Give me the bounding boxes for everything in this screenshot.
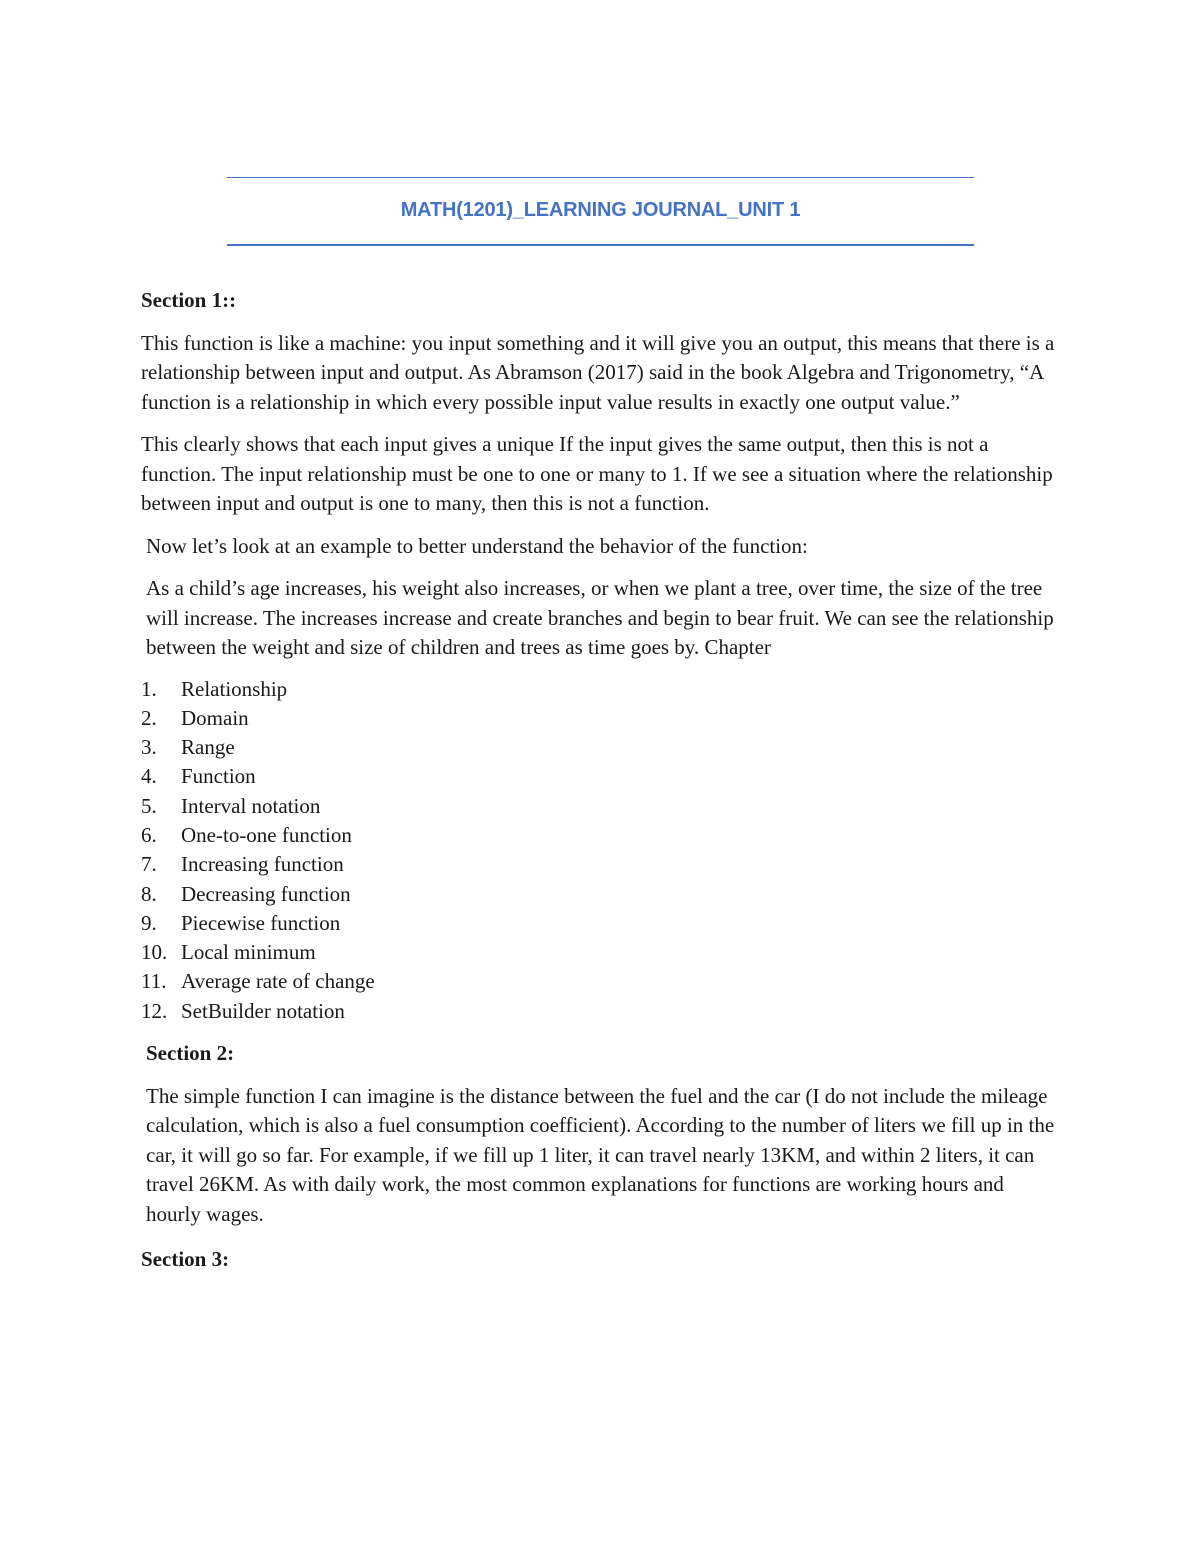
list-item-text: Increasing function xyxy=(181,852,344,877)
list-item-number: 11. xyxy=(141,969,167,994)
list-item xyxy=(141,880,1061,909)
document-title: MATH(1201)_LEARNING JOURNAL_UNIT 1 xyxy=(400,199,801,221)
section-2-heading: Section 2: xyxy=(146,1041,235,1066)
section-1-paragraph-1: This function is like a machine: you input something and it will give you an output, this means that there is a relationship between input and output. As Abramson (2017) said in the book Algebra and Trigonometry, “A function is a relationship in which every possible input value results in exactly one output value.” xyxy=(141,330,1055,414)
list-item xyxy=(141,675,1061,704)
section-1-paragraph-4: As a child’s age increases, his weight also increases, or when we plant a tree, over time, the size of the tree will increase. The increases increase and create branches and begin to bear fruit. We can see the relationship between the weight and size of children and trees as time goes by. Chapter xyxy=(146,576,1054,659)
list-item-number: 3. xyxy=(141,735,157,760)
list-item-text: Relationship xyxy=(181,676,288,701)
section-1-paragraph-3: Now let’s look at an example to better understand the behavior of the function: xyxy=(146,533,808,558)
list-item-text: Average rate of change xyxy=(181,969,375,994)
list-item-number: 4. xyxy=(141,764,157,789)
list-item-number: 10. xyxy=(141,940,168,965)
section-1-paragraph-2: This clearly shows that each input gives a unique If the input gives the same output, then this is not a function. The input relationship must be one to one or many to 1. If we see a situation where the relationship between input and output is one to many, then this is not a function. xyxy=(141,432,1053,515)
list-item xyxy=(141,762,1061,791)
list-item-text: SetBuilder notation xyxy=(181,998,345,1023)
list-item xyxy=(141,850,1061,879)
list-item-text: Range xyxy=(181,735,235,760)
list-item-number: 12. xyxy=(141,998,168,1023)
section-3-heading: Section 3: xyxy=(141,1247,230,1272)
list-item-text: Decreasing function xyxy=(181,881,351,906)
list-item xyxy=(141,704,1061,733)
list-item-number: 7. xyxy=(141,852,157,877)
list-item xyxy=(141,909,1061,938)
section-1-heading: Section 1:: xyxy=(141,288,237,312)
list-item xyxy=(141,821,1061,850)
list-item xyxy=(141,733,1061,762)
section-2-paragraph-1: The simple function I can imagine is the distance between the fuel and the car (I do not include the mileage calculation, which is also a fuel consumption coefficient). According to the number of liters we fill up in the car, it will go so far. For example, if we fill up 1 liter, it can travel nearly 13KM, and within 2 liters, it can travel 26KM. As with daily work, the most common explanations for functions are working hours and hourly wages. xyxy=(146,1083,1055,1226)
list-item-number: 5. xyxy=(141,793,157,818)
list-item-text: One-to-one function xyxy=(181,822,352,847)
list-item-number: 1. xyxy=(141,676,157,701)
list-item xyxy=(141,938,1061,967)
list-item-text: Domain xyxy=(181,705,249,730)
list-item-text: Interval notation xyxy=(181,793,321,818)
list-item-text: Local minimum xyxy=(181,940,316,965)
list-item-text: Piecewise function xyxy=(181,910,341,935)
document-body xyxy=(141,286,1061,1288)
list-item-number: 8. xyxy=(141,881,157,906)
list-item xyxy=(141,792,1061,821)
list-item-text: Function xyxy=(181,764,256,789)
chapter-list xyxy=(141,675,1061,1027)
list-item-number: 9. xyxy=(141,910,157,935)
list-item-number: 2. xyxy=(141,705,157,730)
list-item xyxy=(141,997,1061,1026)
list-item-number: 6. xyxy=(141,822,157,847)
list-item xyxy=(141,967,1061,996)
title-bottom-rule xyxy=(227,244,974,246)
title-top-rule xyxy=(227,177,974,178)
